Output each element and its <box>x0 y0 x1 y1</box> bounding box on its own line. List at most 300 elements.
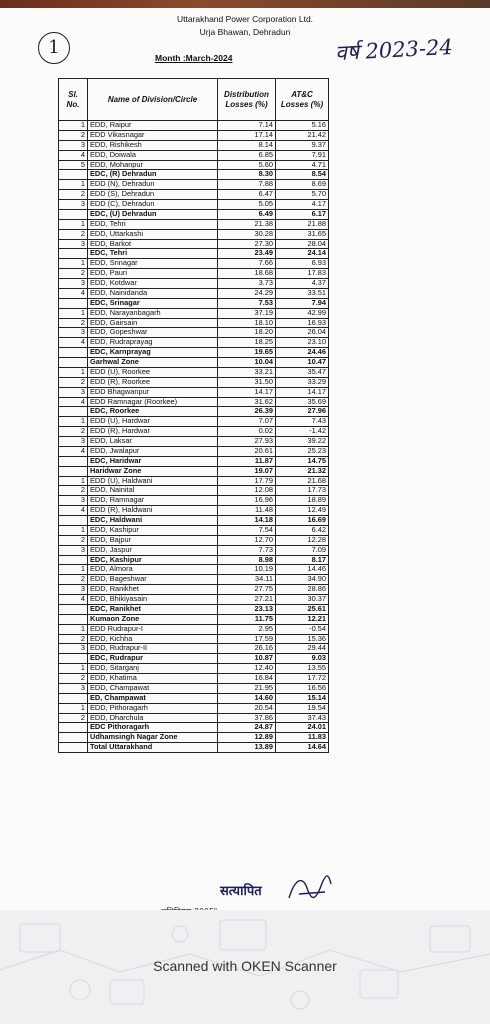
row-division-name: EDD, Mohanpur <box>88 160 218 170</box>
row-division-name: EDD, Jaspur <box>88 545 218 555</box>
row-distribution-loss: 18.10 <box>218 318 276 328</box>
row-distribution-loss: 21.38 <box>218 219 276 229</box>
table-row <box>59 259 329 269</box>
table-row <box>59 545 329 555</box>
row-distribution-loss: 16.96 <box>218 496 276 506</box>
row-sl-no: 3 <box>59 140 88 150</box>
row-distribution-loss: 14.17 <box>218 387 276 397</box>
row-sl-no: 1 <box>59 476 88 486</box>
row-atc-loss: 25.23 <box>276 446 329 456</box>
row-distribution-loss: 27.30 <box>218 239 276 249</box>
row-division-name: EDD (U), Hardwar <box>88 417 218 427</box>
row-division-name: EDD, Bageshwar <box>88 575 218 585</box>
row-atc-loss: 14.64 <box>276 743 329 753</box>
row-atc-loss: 6.42 <box>276 525 329 535</box>
org-address: Urja Bhawan, Dehradun <box>199 27 291 37</box>
row-sl-no <box>59 516 88 526</box>
row-division-name: EDD, Jwalapur <box>88 446 218 456</box>
row-atc-loss: 28.04 <box>276 239 329 249</box>
row-distribution-loss: 19.65 <box>218 348 276 358</box>
row-atc-loss: 6.93 <box>276 259 329 269</box>
row-distribution-loss: 17.79 <box>218 476 276 486</box>
row-atc-loss: 35.47 <box>276 367 329 377</box>
row-division-name: EDD Bhagwanpur <box>88 387 218 397</box>
table-row <box>59 417 329 427</box>
row-division-name: EDC Pithoragarh <box>88 723 218 733</box>
row-division-name: EDC, Ranikhet <box>88 604 218 614</box>
table-row <box>59 249 329 259</box>
row-distribution-loss: 3.73 <box>218 279 276 289</box>
row-atc-loss: 33.29 <box>276 377 329 387</box>
row-distribution-loss: 14.18 <box>218 516 276 526</box>
row-sl-no: 3 <box>59 683 88 693</box>
signature-scrawl-icon <box>285 874 335 904</box>
row-sl-no: 1 <box>59 308 88 318</box>
row-atc-loss: 25.61 <box>276 604 329 614</box>
row-sl-no: 3 <box>59 545 88 555</box>
row-division-name: Total Uttarakhand <box>88 743 218 753</box>
row-division-name: EDD (U), Haldwani <box>88 476 218 486</box>
row-division-name: EDD, Bajpur <box>88 535 218 545</box>
row-sl-no: 4 <box>59 397 88 407</box>
row-division-name: EDD Ramnagar (Roorkee) <box>88 397 218 407</box>
row-sl-no <box>59 249 88 259</box>
row-division-name: EDD, Narayanbagarh <box>88 308 218 318</box>
table-row <box>59 338 329 348</box>
row-division-name: EDD, Rudraprayag <box>88 338 218 348</box>
row-atc-loss: 14.46 <box>276 565 329 575</box>
table-row <box>59 397 329 407</box>
row-distribution-loss: 20.54 <box>218 703 276 713</box>
row-distribution-loss: 20.61 <box>218 446 276 456</box>
row-atc-loss: 7.09 <box>276 545 329 555</box>
row-atc-loss: 17.83 <box>276 269 329 279</box>
row-sl-no <box>59 209 88 219</box>
row-division-name: EDC, Srinagar <box>88 298 218 308</box>
table-row <box>59 614 329 624</box>
row-sl-no <box>59 456 88 466</box>
row-distribution-loss: 5.05 <box>218 200 276 210</box>
row-division-name: EDD, Bhikiyasain <box>88 595 218 605</box>
row-atc-loss: 12.28 <box>276 535 329 545</box>
row-sl-no: 1 <box>59 121 88 131</box>
table-row <box>59 713 329 723</box>
row-atc-loss: 16.93 <box>276 318 329 328</box>
row-division-name: EDD, Kotdwar <box>88 279 218 289</box>
row-sl-no: 2 <box>59 130 88 140</box>
table-row <box>59 269 329 279</box>
row-distribution-loss: 27.93 <box>218 437 276 447</box>
row-distribution-loss: 18.20 <box>218 328 276 338</box>
row-sl-no: 2 <box>59 575 88 585</box>
row-sl-no: 4 <box>59 595 88 605</box>
row-atc-loss: 24.01 <box>276 723 329 733</box>
table-row <box>59 298 329 308</box>
table-row <box>59 585 329 595</box>
row-distribution-loss: 23.49 <box>218 249 276 259</box>
table-row <box>59 200 329 210</box>
row-distribution-loss: 26.39 <box>218 407 276 417</box>
row-sl-no: 1 <box>59 565 88 575</box>
row-distribution-loss: 21.95 <box>218 683 276 693</box>
row-atc-loss: 4.71 <box>276 160 329 170</box>
row-atc-loss: 21.88 <box>276 219 329 229</box>
row-atc-loss: 7.91 <box>276 150 329 160</box>
row-division-name: EDC, (R) Dehradun <box>88 170 218 180</box>
table-row <box>59 239 329 249</box>
row-distribution-loss: 26.16 <box>218 644 276 654</box>
row-division-name: Kumaon Zone <box>88 614 218 624</box>
table-row <box>59 121 329 131</box>
table-row <box>59 348 329 358</box>
table-row <box>59 427 329 437</box>
row-atc-loss: 15.14 <box>276 693 329 703</box>
row-distribution-loss: 7.14 <box>218 121 276 131</box>
row-division-name: EDC, Tehri <box>88 249 218 259</box>
table-row <box>59 525 329 535</box>
row-sl-no <box>59 466 88 476</box>
row-sl-no: 4 <box>59 288 88 298</box>
row-sl-no: 2 <box>59 535 88 545</box>
row-distribution-loss: 33.21 <box>218 367 276 377</box>
table-row <box>59 170 329 180</box>
row-atc-loss: 5.16 <box>276 121 329 131</box>
row-distribution-loss: 14.60 <box>218 693 276 703</box>
row-division-name: EDD, Kashipur <box>88 525 218 535</box>
table-row <box>59 209 329 219</box>
table-row <box>59 328 329 338</box>
table-row <box>59 506 329 516</box>
table-row <box>59 575 329 585</box>
table-row <box>59 358 329 368</box>
table-row <box>59 437 329 447</box>
row-division-name: EDD, Ranikhet <box>88 585 218 595</box>
report-month: Month :March-2024 <box>155 53 233 63</box>
row-atc-loss: 17.72 <box>276 674 329 684</box>
row-atc-loss: 15.36 <box>276 634 329 644</box>
table-row <box>59 140 329 150</box>
row-sl-no: 3 <box>59 644 88 654</box>
row-sl-no: 3 <box>59 437 88 447</box>
row-distribution-loss: 30.28 <box>218 229 276 239</box>
row-sl-no: 3 <box>59 585 88 595</box>
row-division-name: Haridwar Zone <box>88 466 218 476</box>
row-distribution-loss: 12.89 <box>218 733 276 743</box>
row-division-name: Udhamsingh Nagar Zone <box>88 733 218 743</box>
row-distribution-loss: 17.14 <box>218 130 276 140</box>
row-distribution-loss: 18.68 <box>218 269 276 279</box>
row-atc-loss: -0.54 <box>276 624 329 634</box>
row-sl-no: 1 <box>59 664 88 674</box>
row-distribution-loss: 6.47 <box>218 190 276 200</box>
header-sl-no: Sl. No. <box>59 79 88 121</box>
row-atc-loss: 7.43 <box>276 417 329 427</box>
row-atc-loss: 31.65 <box>276 229 329 239</box>
row-atc-loss: 14.75 <box>276 456 329 466</box>
row-distribution-loss: 11.87 <box>218 456 276 466</box>
row-sl-no <box>59 358 88 368</box>
row-division-name: EDC, Kashipur <box>88 555 218 565</box>
row-atc-loss: 33.51 <box>276 288 329 298</box>
table-row <box>59 446 329 456</box>
table-row <box>59 288 329 298</box>
row-sl-no: 1 <box>59 259 88 269</box>
row-sl-no: 1 <box>59 367 88 377</box>
row-sl-no: 2 <box>59 713 88 723</box>
row-sl-no: 5 <box>59 160 88 170</box>
row-sl-no <box>59 170 88 180</box>
row-sl-no: 3 <box>59 200 88 210</box>
row-division-name: EDD, Almora <box>88 565 218 575</box>
row-sl-no: 1 <box>59 624 88 634</box>
row-sl-no: 4 <box>59 506 88 516</box>
table-row <box>59 367 329 377</box>
table-row <box>59 456 329 466</box>
table-header-row <box>59 79 329 121</box>
row-sl-no: 2 <box>59 377 88 387</box>
row-division-name: EDD, Nainital <box>88 486 218 496</box>
header-distribution-losses: Distribution Losses (%) <box>218 79 276 121</box>
row-sl-no: 2 <box>59 190 88 200</box>
table-row <box>59 555 329 565</box>
header-division-name: Name of Division/Circle <box>88 79 218 121</box>
row-sl-no: 2 <box>59 634 88 644</box>
row-division-name: EDD, Laksar <box>88 437 218 447</box>
row-atc-loss: 35.69 <box>276 397 329 407</box>
row-distribution-loss: 27.75 <box>218 585 276 595</box>
row-division-name: Garhwal Zone <box>88 358 218 368</box>
row-distribution-loss: 23.13 <box>218 604 276 614</box>
row-distribution-loss: 2.95 <box>218 624 276 634</box>
row-division-name: EDD (R), Haldwani <box>88 506 218 516</box>
org-name: Uttarakhand Power Corporation Ltd. <box>176 14 314 24</box>
row-distribution-loss: 7.53 <box>218 298 276 308</box>
row-division-name: EDD, Sitarganj <box>88 664 218 674</box>
row-atc-loss: 37.43 <box>276 713 329 723</box>
row-distribution-loss: 6.85 <box>218 150 276 160</box>
row-distribution-loss: 37.86 <box>218 713 276 723</box>
row-atc-loss: 18.89 <box>276 496 329 506</box>
row-distribution-loss: 7.73 <box>218 545 276 555</box>
table-row <box>59 130 329 140</box>
row-sl-no: 2 <box>59 427 88 437</box>
row-sl-no: 3 <box>59 279 88 289</box>
row-distribution-loss: 27.21 <box>218 595 276 605</box>
row-sl-no: 1 <box>59 525 88 535</box>
row-division-name: EDD Vikasnagar <box>88 130 218 140</box>
row-distribution-loss: 17.59 <box>218 634 276 644</box>
row-division-name: EDD, Gopeshwar <box>88 328 218 338</box>
table-row <box>59 279 329 289</box>
row-atc-loss: 8.54 <box>276 170 329 180</box>
row-sl-no <box>59 298 88 308</box>
row-sl-no: 1 <box>59 219 88 229</box>
row-distribution-loss: 31.50 <box>218 377 276 387</box>
row-division-name: EDC, Haridwar <box>88 456 218 466</box>
table-row <box>59 486 329 496</box>
row-distribution-loss: 7.07 <box>218 417 276 427</box>
row-atc-loss: 12.49 <box>276 506 329 516</box>
row-division-name: EDD (N), Dehradun <box>88 180 218 190</box>
row-sl-no: 2 <box>59 674 88 684</box>
row-distribution-loss: 12.40 <box>218 664 276 674</box>
row-division-name: EDC, Karnprayag <box>88 348 218 358</box>
row-division-name: EDD, Ramnagar <box>88 496 218 506</box>
row-atc-loss: 7.94 <box>276 298 329 308</box>
row-sl-no <box>59 733 88 743</box>
table-row <box>59 674 329 684</box>
table-row <box>59 743 329 753</box>
losses-table <box>58 78 329 753</box>
table-row <box>59 466 329 476</box>
table-row <box>59 180 329 190</box>
row-division-name: EDD Rudrapur-I <box>88 624 218 634</box>
row-sl-no: 4 <box>59 446 88 456</box>
row-atc-loss: 34.90 <box>276 575 329 585</box>
scanned-page <box>0 8 490 910</box>
row-distribution-loss: 12.70 <box>218 535 276 545</box>
row-division-name: EDC, (U) Dehradun <box>88 209 218 219</box>
row-division-name: EDD, Nainidanda <box>88 288 218 298</box>
table-row <box>59 565 329 575</box>
row-sl-no <box>59 654 88 664</box>
row-division-name: EDD, Champawat <box>88 683 218 693</box>
table-row <box>59 604 329 614</box>
row-distribution-loss: 12.08 <box>218 486 276 496</box>
row-distribution-loss: 5.60 <box>218 160 276 170</box>
table-row <box>59 664 329 674</box>
table-row <box>59 407 329 417</box>
row-division-name: EDD (S), Dehradun <box>88 190 218 200</box>
row-distribution-loss: 10.19 <box>218 565 276 575</box>
table-row <box>59 644 329 654</box>
table-row <box>59 190 329 200</box>
table-row <box>59 318 329 328</box>
row-sl-no: 2 <box>59 229 88 239</box>
table-row <box>59 624 329 634</box>
row-division-name: EDD, Barkot <box>88 239 218 249</box>
row-sl-no: 3 <box>59 239 88 249</box>
row-division-name: EDD, Kichha <box>88 634 218 644</box>
row-distribution-loss: 8.30 <box>218 170 276 180</box>
row-atc-loss: 8.17 <box>276 555 329 565</box>
row-distribution-loss: 7.66 <box>218 259 276 269</box>
row-atc-loss: 21.42 <box>276 130 329 140</box>
row-division-name: EDD, Uttarkashi <box>88 229 218 239</box>
table-row <box>59 723 329 733</box>
row-distribution-loss: 10.04 <box>218 358 276 368</box>
row-sl-no <box>59 407 88 417</box>
handwritten-year-note: वर्ष 2023-24 <box>334 34 454 66</box>
row-distribution-loss: 34.11 <box>218 575 276 585</box>
row-sl-no <box>59 604 88 614</box>
table-row <box>59 733 329 743</box>
row-division-name: EDD, Pithoragarh <box>88 703 218 713</box>
row-division-name: EDD (C), Dehradun <box>88 200 218 210</box>
verified-stamp-text: सत्यापित <box>220 884 262 899</box>
row-distribution-loss: 13.89 <box>218 743 276 753</box>
row-sl-no: 2 <box>59 318 88 328</box>
row-sl-no: 1 <box>59 417 88 427</box>
row-distribution-loss: 7.54 <box>218 525 276 535</box>
row-sl-no: 3 <box>59 387 88 397</box>
row-atc-loss: 21.32 <box>276 466 329 476</box>
row-atc-loss: 4.37 <box>276 279 329 289</box>
top-edge-strip <box>0 0 490 8</box>
row-sl-no <box>59 555 88 565</box>
row-atc-loss: 27.96 <box>276 407 329 417</box>
row-atc-loss: 26.04 <box>276 328 329 338</box>
row-division-name: EDD, Rishikesh <box>88 140 218 150</box>
row-sl-no: 1 <box>59 703 88 713</box>
row-division-name: EDD, Gairsain <box>88 318 218 328</box>
table-row <box>59 219 329 229</box>
row-distribution-loss: 0.02 <box>218 427 276 437</box>
table-row <box>59 595 329 605</box>
table-row <box>59 683 329 693</box>
row-distribution-loss: 11.75 <box>218 614 276 624</box>
row-distribution-loss: 7.88 <box>218 180 276 190</box>
row-atc-loss: 12.21 <box>276 614 329 624</box>
header-atc-losses: AT&C Losses (%) <box>276 79 329 121</box>
row-atc-loss: 24.14 <box>276 249 329 259</box>
row-atc-loss: 17.73 <box>276 486 329 496</box>
row-sl-no <box>59 723 88 733</box>
row-distribution-loss: 10.87 <box>218 654 276 664</box>
scanner-watermark-text: Scanned with OKEN Scanner <box>153 958 337 974</box>
row-division-name: EDD, Doiwala <box>88 150 218 160</box>
row-atc-loss: 19.54 <box>276 703 329 713</box>
row-atc-loss: 16.56 <box>276 683 329 693</box>
row-atc-loss: 16.69 <box>276 516 329 526</box>
row-atc-loss: 9.03 <box>276 654 329 664</box>
row-division-name: EDD, Rudrapur-II <box>88 644 218 654</box>
table-row <box>59 229 329 239</box>
row-distribution-loss: 6.49 <box>218 209 276 219</box>
row-atc-loss: 5.70 <box>276 190 329 200</box>
row-sl-no: 4 <box>59 338 88 348</box>
row-sl-no: 3 <box>59 328 88 338</box>
row-sl-no <box>59 614 88 624</box>
row-division-name: EDD, Raipur <box>88 121 218 131</box>
row-atc-loss: 30.37 <box>276 595 329 605</box>
row-atc-loss: 23.10 <box>276 338 329 348</box>
row-atc-loss: 11.83 <box>276 733 329 743</box>
row-sl-no: 4 <box>59 150 88 160</box>
row-distribution-loss: 16.84 <box>218 674 276 684</box>
row-sl-no: 1 <box>59 180 88 190</box>
row-atc-loss: 24.46 <box>276 348 329 358</box>
row-atc-loss: 21.68 <box>276 476 329 486</box>
row-sl-no: 2 <box>59 269 88 279</box>
row-atc-loss: 14.17 <box>276 387 329 397</box>
row-atc-loss: 4.17 <box>276 200 329 210</box>
row-atc-loss: 42.99 <box>276 308 329 318</box>
row-distribution-loss: 8.14 <box>218 140 276 150</box>
table-row <box>59 387 329 397</box>
table-row <box>59 634 329 644</box>
row-atc-loss: 13.55 <box>276 664 329 674</box>
row-atc-loss: 28.86 <box>276 585 329 595</box>
table-row <box>59 160 329 170</box>
row-division-name: EDD, Khatima <box>88 674 218 684</box>
row-sl-no: 2 <box>59 486 88 496</box>
row-distribution-loss: 11.48 <box>218 506 276 516</box>
row-division-name: EDD, Srinagar <box>88 259 218 269</box>
table-row <box>59 693 329 703</box>
row-atc-loss: -1.42 <box>276 427 329 437</box>
table-row <box>59 476 329 486</box>
